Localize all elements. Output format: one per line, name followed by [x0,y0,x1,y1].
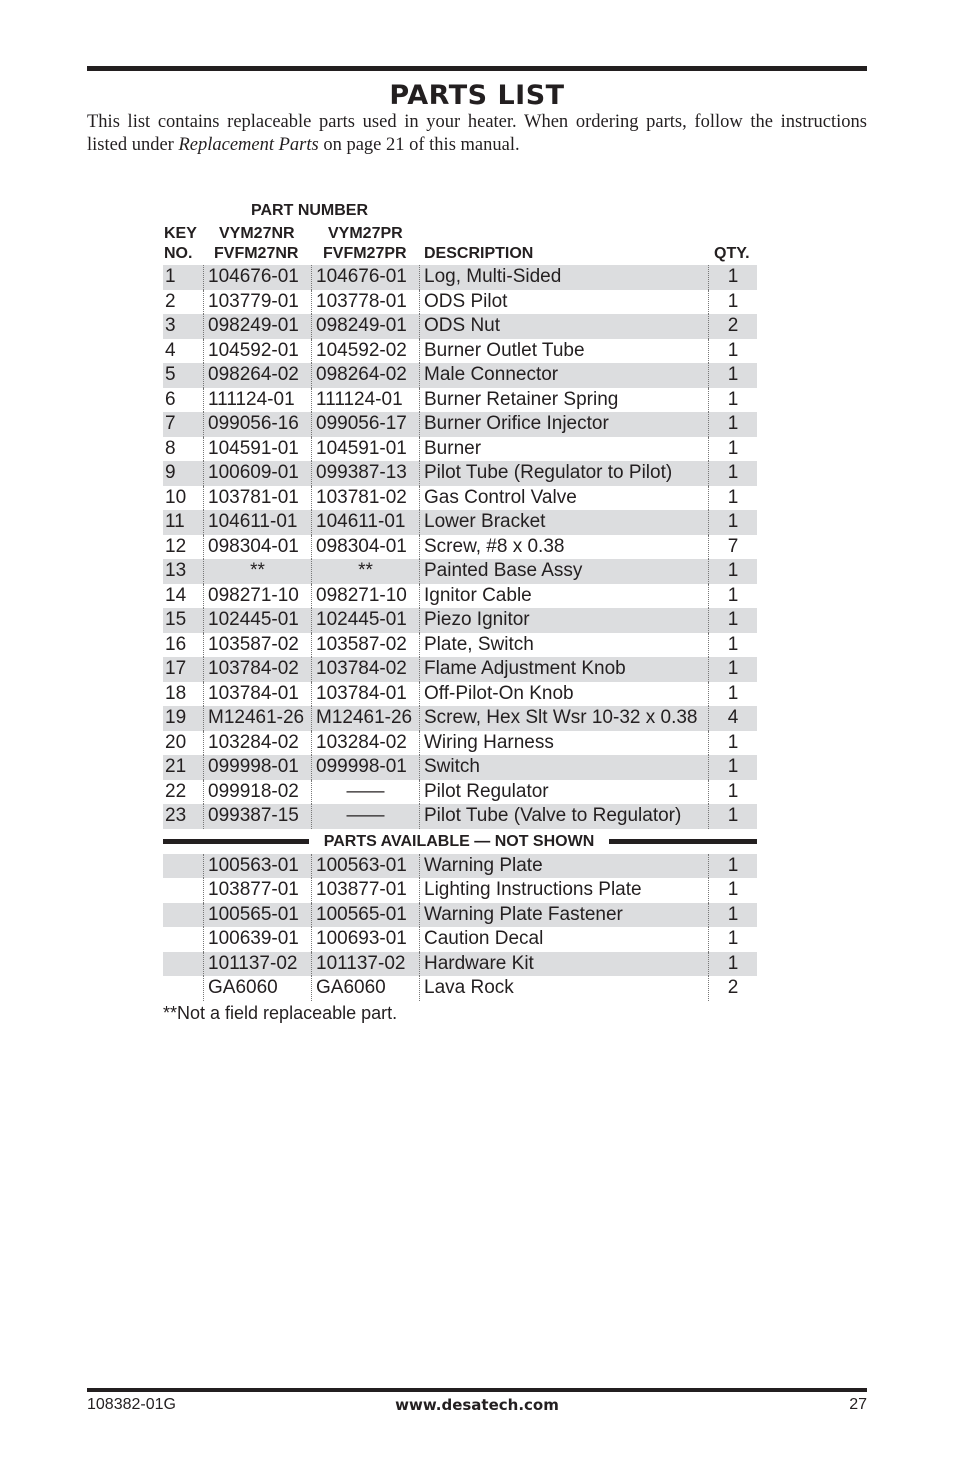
pr-part-number-cell: 099056-17 [311,412,419,437]
pr-part-number-cell: 103284-02 [311,731,419,756]
key-cell [163,903,203,928]
pr-part-number-cell: 103784-01 [311,682,419,707]
nr-part-number-cell: 099918-02 [203,780,311,805]
nr-part-number-cell: 098249-01 [203,314,311,339]
qty-cell: 1 [708,804,757,829]
nr-part-number-cell: 111124-01 [203,388,311,413]
qty-cell: 1 [708,437,757,462]
table-row [163,903,757,928]
qty-cell: 1 [708,927,757,952]
description-cell: Pilot Tube (Valve to Regulator) [419,804,708,829]
table-row [163,584,757,609]
parts-table [163,265,757,1001]
key-cell [163,952,203,977]
qty-cell: 1 [708,461,757,486]
table-row [163,510,757,535]
key-cell: 21 [165,756,187,777]
nr-part-number-cell: 100565-01 [203,903,311,928]
nr-part-number-cell: 100609-01 [203,461,311,486]
description-cell: ODS Pilot [419,290,708,315]
header-nr-1: VYM27NR [219,225,295,242]
doc-number: 108382-01G [87,1396,176,1413]
qty-cell: 1 [708,339,757,364]
qty-cell: 1 [708,510,757,535]
nr-part-number-cell: 103284-02 [203,731,311,756]
description-cell: Warning Plate Fastener [419,903,708,928]
qty-cell: 2 [708,314,757,339]
description-cell: Painted Base Assy [419,559,708,584]
key-cell [163,854,203,879]
website-link[interactable]: www.desatech.com [395,1396,559,1414]
divider-bar-right [609,839,757,844]
description-cell: Plate, Switch [419,633,708,658]
table-row [163,976,757,1001]
table-row [163,780,757,805]
description-cell: Log, Multi-Sided [419,265,708,290]
page-title: PARTS LIST [389,80,565,111]
key-cell: 3 [165,315,176,336]
nr-part-number-cell: 102445-01 [203,608,311,633]
qty-cell: 1 [708,903,757,928]
qty-cell: 1 [708,878,757,903]
nr-part-number-cell: 104676-01 [203,265,311,290]
page-number: 27 [849,1396,867,1413]
nr-part-number-cell: 103784-02 [203,657,311,682]
key-cell: 15 [165,609,187,630]
table-row [163,731,757,756]
nr-part-number-cell: 098271-10 [203,584,311,609]
description-cell: Screw, #8 x 0.38 [419,535,708,560]
nr-part-number-cell: 098304-01 [203,535,311,560]
intro-text-1: This list contains replaceable parts used in your heater. When ordering parts, follow the instructions listed under [87,112,867,155]
nr-part-number-cell: 103781-01 [203,486,311,511]
nr-part-number-cell: ** [203,559,311,584]
description-cell: Wiring Harness [419,731,708,756]
qty-cell: 1 [708,608,757,633]
pr-part-number-cell: 098271-10 [311,584,419,609]
qty-cell: 1 [708,854,757,879]
table-row [163,265,757,290]
key-cell: 23 [165,805,187,826]
table-row [163,486,757,511]
description-cell: Lighting Instructions Plate [419,878,708,903]
pr-part-number-cell: 103784-02 [311,657,419,682]
pr-part-number-cell: 103877-01 [311,878,419,903]
key-cell: 10 [165,486,187,508]
header-qty: QTY. [714,245,750,262]
table-row [163,755,757,780]
pr-part-number-cell: M12461-26 [311,706,419,731]
table-row [163,854,757,879]
nr-part-number-cell: 098264-02 [203,363,311,388]
table-row [163,363,757,388]
table-row [163,952,757,977]
qty-cell: 1 [708,780,757,805]
table-row [163,461,757,486]
description-cell: Warning Plate [419,854,708,879]
nr-part-number-cell: 103587-02 [203,633,311,658]
divider-bar-left [163,839,309,844]
key-cell: 9 [165,462,176,483]
table-row [163,290,757,315]
key-cell: 20 [165,731,187,753]
key-cell: 12 [165,535,187,557]
key-cell [163,927,203,952]
qty-cell: 1 [708,731,757,756]
key-cell [163,976,203,1001]
qty-cell: 1 [708,755,757,780]
pr-part-number-cell: 102445-01 [311,608,419,633]
key-cell: 8 [165,437,176,459]
nr-part-number-cell: 099998-01 [203,755,311,780]
section-divider [163,829,757,854]
pr-part-number-cell: 098264-02 [311,363,419,388]
pr-part-number-cell: 104592-02 [311,339,419,364]
qty-cell: 1 [708,952,757,977]
key-cell [163,878,203,903]
key-cell: 16 [165,633,187,655]
key-cell: 19 [165,707,187,728]
table-row [163,633,757,658]
key-cell: 14 [165,584,187,606]
description-cell: Hardware Kit [419,952,708,977]
nr-part-number-cell: 100563-01 [203,854,311,879]
description-cell: Piezo Ignitor [419,608,708,633]
nr-part-number-cell: 103784-01 [203,682,311,707]
nr-part-number-cell: 103877-01 [203,878,311,903]
description-cell: ODS Nut [419,314,708,339]
description-cell: Pilot Tube (Regulator to Pilot) [419,461,708,486]
header-nr-2: FVFM27NR [214,245,299,262]
key-cell: 1 [165,266,176,287]
table-row [163,927,757,952]
qty-cell: 1 [708,682,757,707]
table-row [163,608,757,633]
table-row [163,339,757,364]
table-row [163,412,757,437]
qty-cell: 1 [708,486,757,511]
qty-cell: 1 [708,290,757,315]
key-cell: 2 [165,290,176,312]
table-row [163,559,757,584]
nr-part-number-cell: GA6060 [203,976,311,1001]
pr-part-number-cell: 103778-01 [311,290,419,315]
description-cell: Burner [419,437,708,462]
key-cell: 11 [165,511,185,532]
pr-part-number-cell: 098304-01 [311,535,419,560]
qty-cell: 4 [708,706,757,731]
divider-label: PARTS AVAILABLE — NOT SHOWN [309,829,609,854]
header-pr-2: FVFM27PR [323,245,407,262]
pr-part-number-cell: 099387-13 [311,461,419,486]
pr-part-number-cell: 100565-01 [311,903,419,928]
key-cell: 17 [165,658,187,679]
intro-text-2: on page 21 of this manual. [318,135,520,155]
description-cell: Caution Decal [419,927,708,952]
pr-part-number-cell: 103587-02 [311,633,419,658]
description-cell: Lower Bracket [419,510,708,535]
pr-part-number-cell: ** [311,559,419,584]
qty-cell: 1 [708,559,757,584]
pr-part-number-cell: 099998-01 [311,755,419,780]
table-row [163,437,757,462]
pr-part-number-cell: 103781-02 [311,486,419,511]
description-cell: Gas Control Valve [419,486,708,511]
description-cell: Burner Retainer Spring [419,388,708,413]
key-cell: 5 [165,364,176,385]
table-row [163,657,757,682]
description-cell: Flame Adjustment Knob [419,657,708,682]
top-rule [87,66,867,71]
nr-part-number-cell: M12461-26 [203,706,311,731]
qty-cell: 7 [708,535,757,560]
header-part-number: PART NUMBER [251,202,369,219]
nr-part-number-cell: 103779-01 [203,290,311,315]
description-cell: Ignitor Cable [419,584,708,609]
qty-cell: 1 [708,633,757,658]
table-row [163,314,757,339]
pr-part-number-cell: 100563-01 [311,854,419,879]
table-row [163,535,757,560]
table-row [163,388,757,413]
key-cell: 22 [165,780,187,802]
nr-part-number-cell: 104592-01 [203,339,311,364]
pr-part-number-cell: 104676-01 [311,265,419,290]
pr-part-number-cell: 111124-01 [311,388,419,413]
header-pr-1: VYM27PR [328,225,403,242]
intro-paragraph [87,111,867,157]
key-cell: 13 [165,560,187,581]
bottom-rule [87,1388,867,1392]
key-cell: 18 [165,682,187,704]
pr-part-number-cell: 104611-01 [311,510,419,535]
nr-part-number-cell: 100639-01 [203,927,311,952]
pr-part-number-cell: 101137-02 [311,952,419,977]
pr-part-number-cell: GA6060 [311,976,419,1001]
qty-cell: 2 [708,976,757,1001]
key-cell: 6 [165,388,176,410]
table-row [163,682,757,707]
table-row [163,878,757,903]
pr-part-number-cell: —— [311,780,419,805]
qty-cell: 1 [708,412,757,437]
pr-part-number-cell: 100693-01 [311,927,419,952]
qty-cell: 1 [708,388,757,413]
footnote: **Not a field replaceable part. [163,1003,398,1023]
qty-cell: 1 [708,584,757,609]
nr-part-number-cell: 104591-01 [203,437,311,462]
pr-part-number-cell: —— [311,804,419,829]
table-row [163,706,757,731]
nr-part-number-cell: 101137-02 [203,952,311,977]
key-cell: 7 [165,413,176,434]
description-cell: Screw, Hex Slt Wsr 10-32 x 0.38 [419,706,708,731]
description-cell: Pilot Regulator [419,780,708,805]
description-cell: Lava Rock [419,976,708,1001]
key-cell: 4 [165,339,176,361]
description-cell: Burner Orifice Injector [419,412,708,437]
pr-part-number-cell: 104591-01 [311,437,419,462]
qty-cell: 1 [708,363,757,388]
description-cell: Switch [419,755,708,780]
pr-part-number-cell: 098249-01 [311,314,419,339]
header-key-1: KEY [164,225,197,242]
header-description: DESCRIPTION [424,245,534,262]
intro-italic: Replacement Parts [178,135,319,155]
nr-part-number-cell: 099056-16 [203,412,311,437]
table-row [163,804,757,829]
qty-cell: 1 [708,265,757,290]
header-key-2: NO. [164,245,193,262]
description-cell: Burner Outlet Tube [419,339,708,364]
description-cell: Male Connector [419,363,708,388]
description-cell: Off-Pilot-On Knob [419,682,708,707]
nr-part-number-cell: 104611-01 [203,510,311,535]
nr-part-number-cell: 099387-15 [203,804,311,829]
qty-cell: 1 [708,657,757,682]
